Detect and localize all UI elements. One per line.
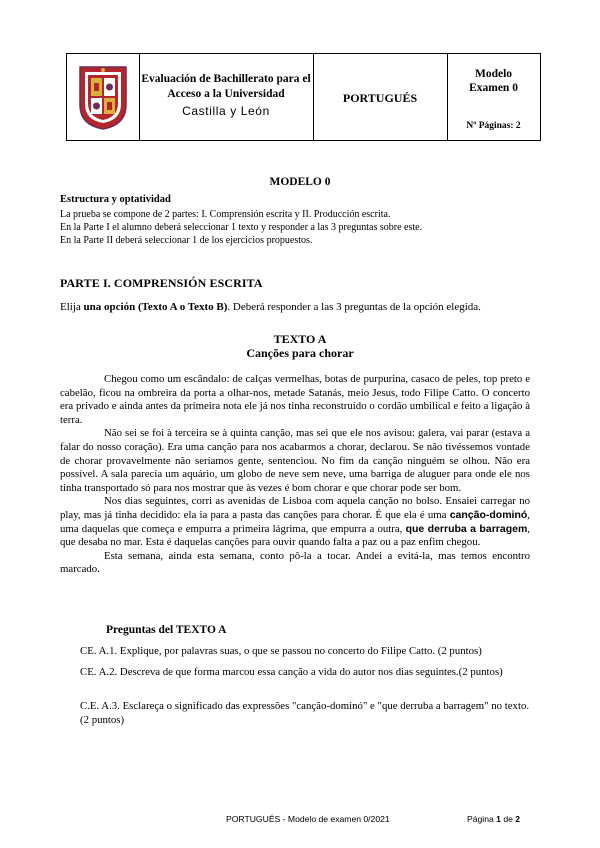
- header-institution-cell: [139, 54, 314, 140]
- instruction-bold: una opción (Texto A o Texto B): [83, 301, 228, 313]
- text-a-title: Canções para chorar: [246, 346, 354, 360]
- footer-page-number: [467, 814, 520, 824]
- footer-page-of: de: [500, 814, 516, 824]
- structure-line: En la Parte II deberá seleccionar 1 de los ejercicios propuestos.: [60, 235, 313, 246]
- header-subject-cell: [313, 54, 448, 140]
- model-word: Modelo: [474, 68, 513, 80]
- question-item: CE. A.1. Explique, por palavras suas, o que se passou no concerto do Filipe Catto. (2 puntos): [80, 645, 482, 657]
- header-model-cell: [447, 54, 540, 140]
- instruction-text: . Deberá responder a las 3 preguntas de la opción elegida.: [227, 301, 481, 313]
- emphasis-text: canção-dominó: [449, 508, 528, 521]
- subject-name: PORTUGUÉS: [342, 91, 418, 105]
- questions-heading: Preguntas del TEXTO A: [106, 624, 227, 636]
- pages-count: Nº Páginas: 2: [466, 121, 521, 131]
- question-item: C.E. A.3. Esclareça o significado das expressões "canção-dominó" e "que derruba a barragem" no texto. (2 puntos): [80, 700, 530, 726]
- model-label: [447, 67, 540, 95]
- institution-region: Castilla y León: [182, 104, 270, 118]
- footer-page-total: 2: [515, 814, 521, 824]
- exam-word: Examen 0: [469, 82, 518, 94]
- text-a-body: [60, 373, 530, 577]
- paragraph: Esta semana, ainda esta semana, conto pô-la a tocar. Andei a evitá-la, mas temos encontro marcado.: [60, 549, 530, 576]
- structure-line: En la Parte I el alumno deberá seleccionar 1 texto y responder a las 3 preguntas sobre este.: [60, 222, 423, 233]
- text-a-label: TEXTO A: [273, 332, 327, 346]
- paragraph: [60, 495, 530, 549]
- header-table: [66, 53, 541, 141]
- university-crest-icon: [78, 65, 128, 131]
- structure-heading: Estructura y optatividad: [60, 194, 171, 205]
- emphasis-text: que derruba a barragem: [405, 522, 528, 535]
- question-item: CE. A.2. Descreva de que forma marcou essa canção a vida do autor nos dias seguintes.(2 puntos): [80, 666, 503, 678]
- paragraph-text: Nos dias seguintes, corri as avenidas de Lisboa com aquela canção no bolso. Ensaiei carregar no play, mas já tinha decidido: ela ia para a pasta das canções para chorar. É que ela é uma: [60, 495, 530, 521]
- paragraph: Chegou como um escândalo: de calças vermelhas, botas de purpurina, casaco de peles, top preto e cabelão, ficou na ombreira da porta a olhar-nos, metade Satanás, meio Jesus, todo Filipe Catto. O concerto era privado e ainda antes da primeira nota ele já nos tinha reconstruído o cordão umbilical e feito a ligação à terra.: [60, 373, 530, 426]
- footer-page-current: 1: [496, 814, 501, 824]
- footer-doc-label: PORTUGUÉS - Modelo de examen 0/2021: [226, 814, 390, 824]
- paragraph-text: , que desaba no mar. Esta é daquelas canções para ouvir quando falta a paz ou a paz enfim chegou.: [60, 522, 530, 549]
- footer-page-word: Página: [467, 814, 497, 824]
- paragraph-text: , uma daquelas que começa e empurra a primeira lágrima, que empurra a outra,: [60, 508, 530, 535]
- page-title: MODELO 0: [269, 176, 331, 188]
- part1-instruction: [60, 301, 481, 313]
- header-logo-cell: [67, 54, 140, 140]
- institution-title: Evaluación de Bachillerato para el Acceso a la Universidad: [141, 73, 311, 100]
- part1-heading: PARTE I. COMPRENSIÓN ESCRITA: [60, 276, 263, 290]
- instruction-text: Elija: [60, 301, 84, 313]
- structure-line: La prueba se compone de 2 partes: I. Comprensión escrita y II. Producción escrita.: [60, 209, 391, 220]
- paragraph: Não sei se foi à terceira se à quinta canção, mas sei que ele nos avisou: galera, vai parar (estava a falar do nosso coração). Era uma canção para nos acabarmos a chorar, declarou. Se não tivéssemos vontade de chorar provavelmente não seríamos gente, sentenciou. No fim da canção ninguém se olhou. Não era possível. A sala parecia um aquário, um globo de neve sem neve, uma barriga de aluguer para onde ele nos tinha transportado só para nos mostrar que às vezes é bom chorar e que chorar pode ser bom.: [60, 427, 530, 494]
